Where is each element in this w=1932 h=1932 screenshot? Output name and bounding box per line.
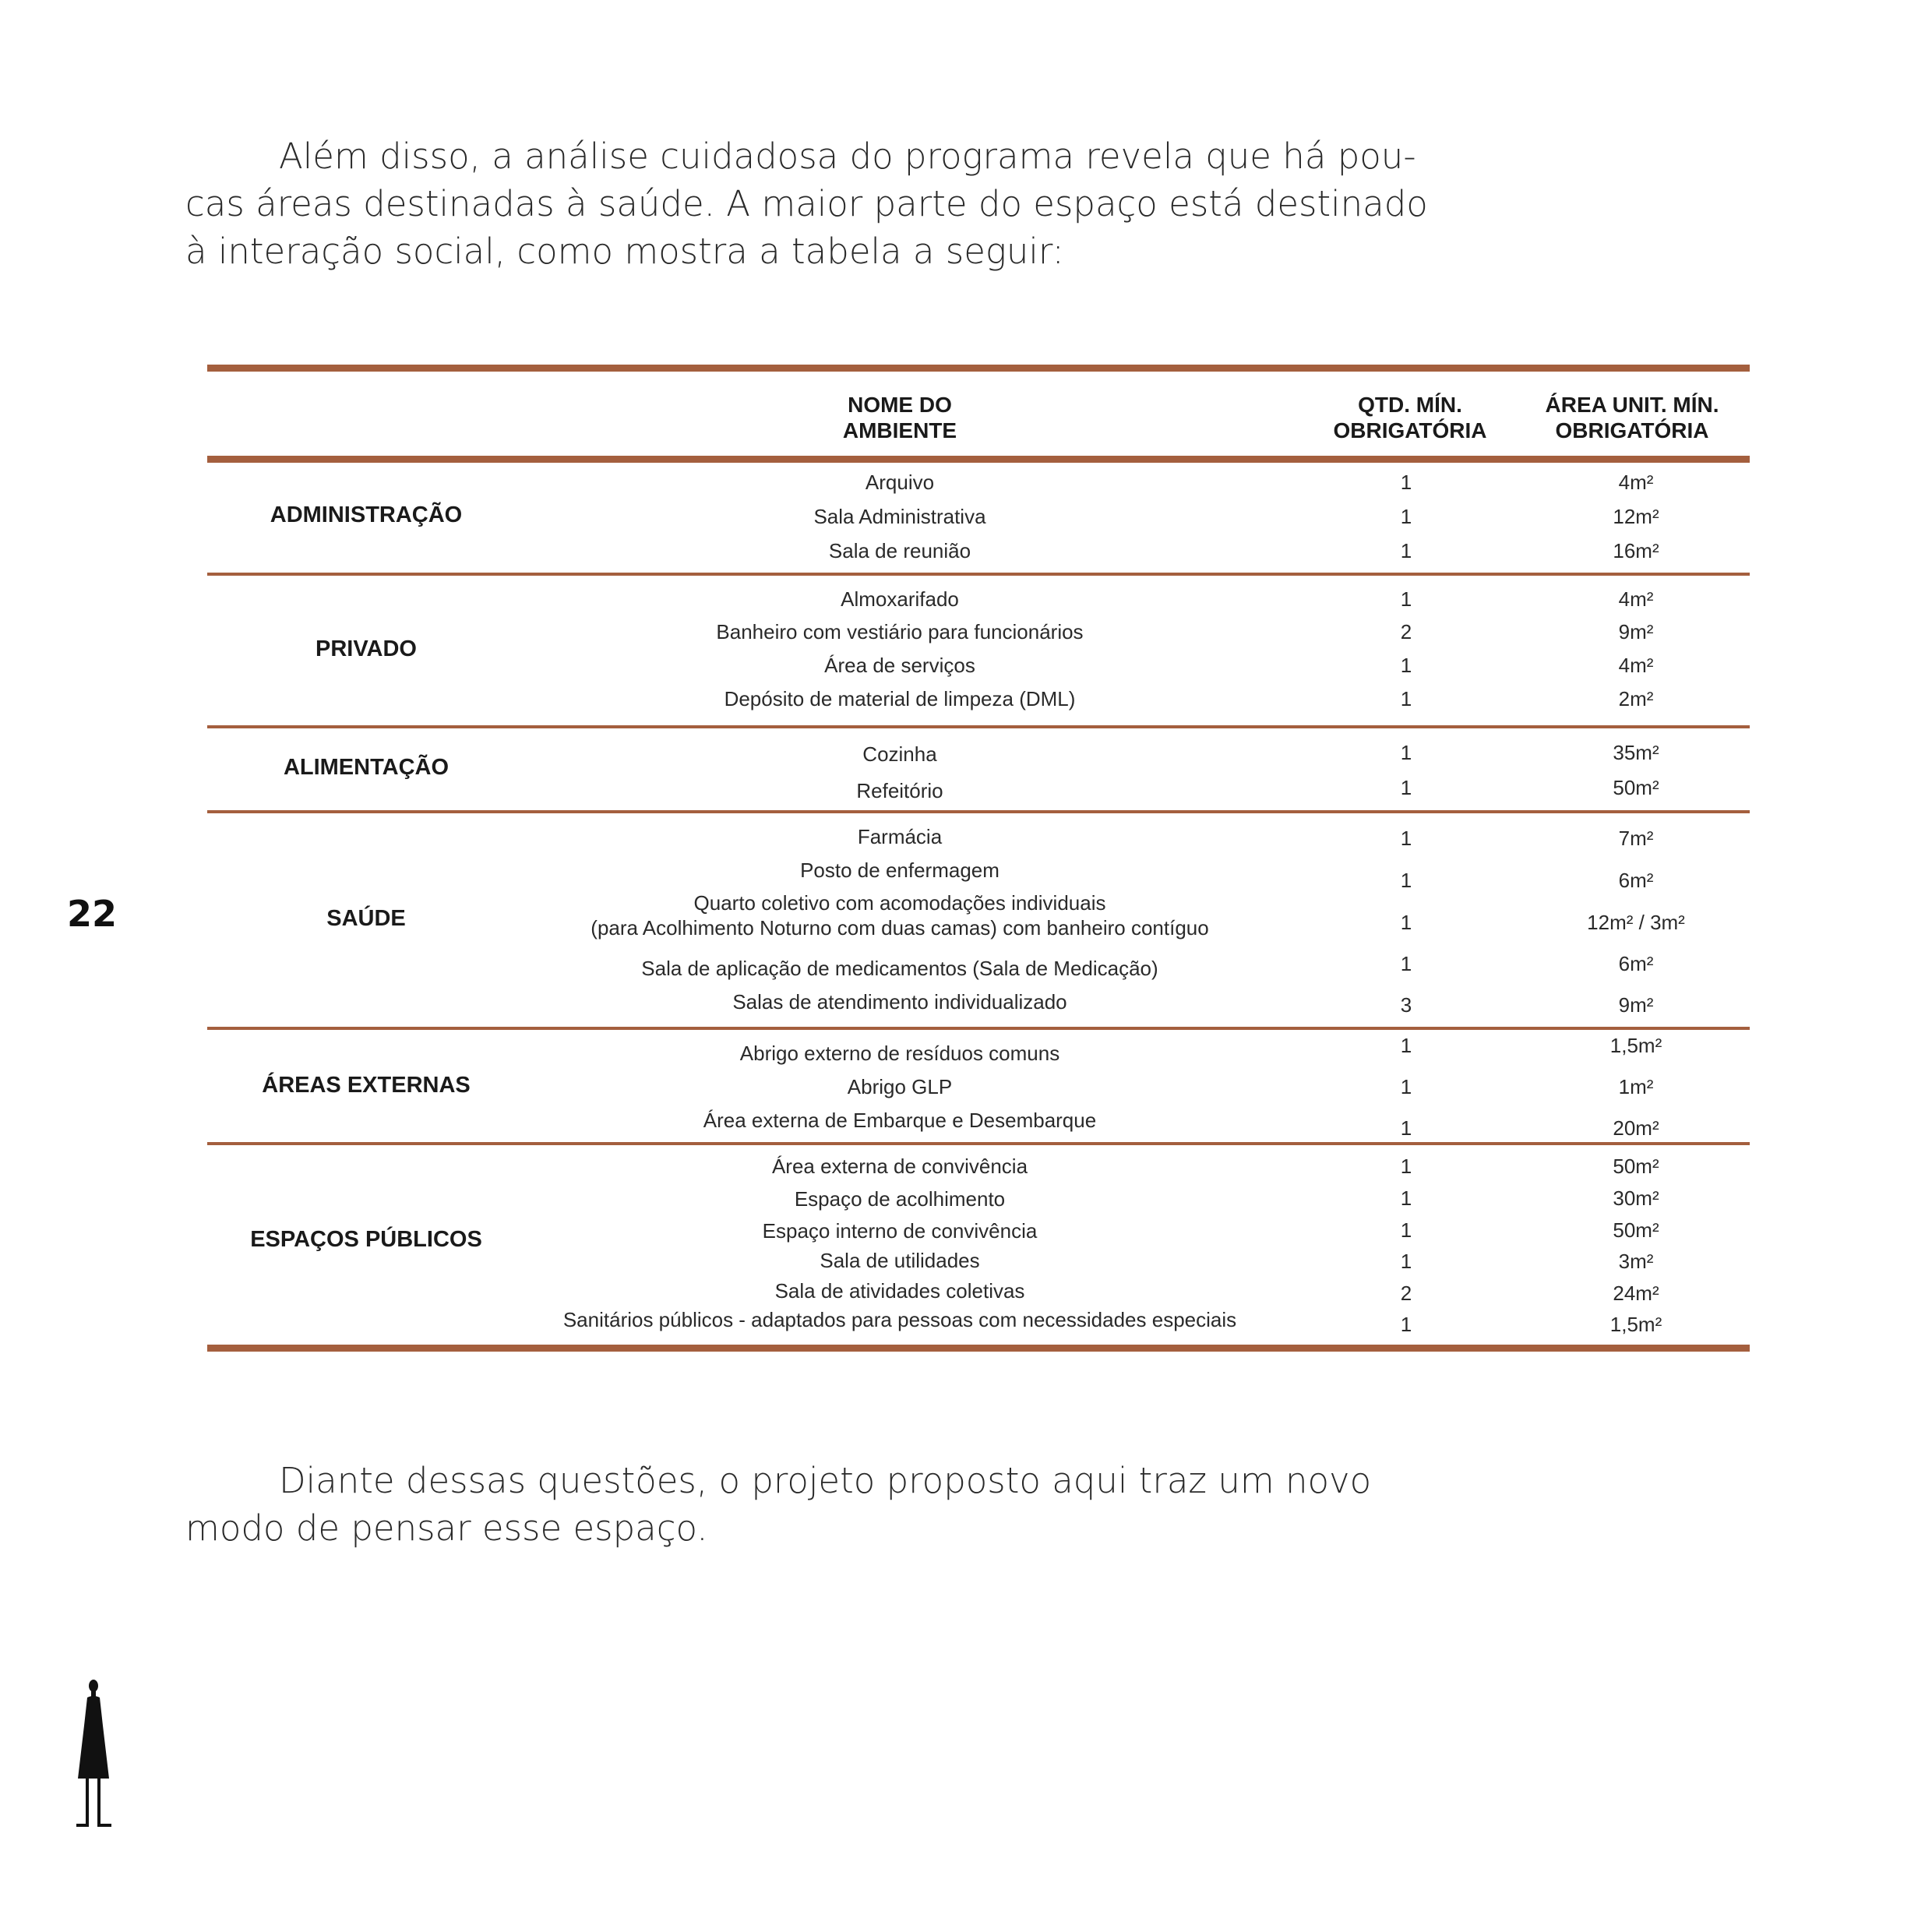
category-label: ÁREAS EXTERNAS	[262, 1073, 471, 1098]
room-name: Cozinha	[862, 742, 937, 766]
room-area: 7m²	[1618, 827, 1654, 850]
group-divider	[207, 810, 1750, 813]
room-qty: 1	[1400, 1155, 1412, 1178]
category-label: ADMINISTRAÇÃO	[270, 502, 463, 527]
room-area: 12m²	[1613, 505, 1659, 528]
room-qty: 1	[1400, 505, 1412, 528]
room-qty: 1	[1400, 687, 1412, 710]
room-qty: 1	[1400, 911, 1412, 934]
header-qty: QTD. MÍN. OBRIGATÓRIA	[1333, 393, 1487, 442]
category-label: ALIMENTAÇÃO	[283, 755, 450, 780]
room-area: 1,5m²	[1609, 1034, 1662, 1057]
room-name: Sanitários públicos - adaptados para pessoas com necessidades especiais	[562, 1308, 1237, 1331]
room-name: Almoxarifado	[841, 587, 959, 611]
group-divider	[207, 573, 1750, 576]
room-area: 3m²	[1618, 1250, 1654, 1273]
intro-line: à interação social, como mostra a tabela a seguir:	[185, 231, 1064, 272]
category-label: PRIVADO	[316, 636, 417, 661]
room-name: Refeitório	[856, 779, 943, 802]
room-name: Posto de enfermagem	[800, 858, 999, 882]
room-qty: 1	[1400, 952, 1412, 975]
room-qty: 2	[1400, 620, 1412, 643]
room-area: 35m²	[1613, 741, 1659, 764]
room-area: 12m² / 3m²	[1587, 911, 1685, 934]
category-label: ESPAÇOS PÚBLICOS	[250, 1227, 482, 1252]
table-header-rule	[207, 456, 1750, 463]
room-name: Sala Administrativa	[813, 505, 986, 528]
room-area: 2m²	[1618, 687, 1654, 710]
room-name: Abrigo GLP	[847, 1075, 953, 1098]
room-name: Área externa de Embarque e Desembarque	[703, 1109, 1097, 1132]
person-silhouette-icon	[70, 1679, 117, 1835]
room-name: Abrigo externo de resíduos comuns	[739, 1042, 1060, 1065]
closing-paragraph	[185, 1457, 1372, 1552]
room-area: 1m²	[1618, 1075, 1654, 1098]
room-name: Depósito de material de limpeza (DML)	[724, 687, 1076, 710]
room-name: Sala de aplicação de medicamentos (Sala de Medicação)	[641, 957, 1158, 980]
room-qty: 1	[1400, 1075, 1412, 1098]
closing-line: Diante dessas questões, o projeto proposto aqui traz um novo	[279, 1460, 1372, 1501]
header-name: NOME DO AMBIENTE	[842, 393, 957, 442]
room-name: Área externa de convivência	[771, 1155, 1028, 1178]
room-area: 50m²	[1613, 776, 1659, 799]
room-area: 16m²	[1613, 539, 1659, 562]
room-area: 50m²	[1613, 1218, 1659, 1242]
room-area: 4m²	[1618, 471, 1654, 494]
room-area: 6m²	[1618, 952, 1654, 975]
room-qty: 1	[1400, 776, 1412, 799]
room-name: Arquivo	[865, 471, 935, 494]
room-name: Banheiro com vestiário para funcionários	[716, 620, 1084, 643]
intro-line: cas áreas destinadas à saúde. A maior parte do espaço está destinado	[185, 183, 1428, 224]
page-number: 22	[67, 893, 118, 935]
room-area: 30m²	[1613, 1186, 1659, 1210]
table-bottom-rule	[207, 1345, 1750, 1352]
room-area: 1,5m²	[1609, 1313, 1662, 1336]
room-area: 9m²	[1618, 993, 1654, 1017]
room-qty: 1	[1400, 1250, 1412, 1273]
room-area: 4m²	[1618, 654, 1654, 677]
room-area: 24m²	[1613, 1282, 1659, 1305]
room-qty: 3	[1400, 993, 1412, 1017]
table-top-rule	[207, 365, 1750, 372]
room-qty: 1	[1400, 1034, 1412, 1057]
group-divider	[207, 1027, 1750, 1030]
room-qty: 1	[1400, 827, 1412, 850]
room-qty: 1	[1400, 654, 1412, 677]
room-area: 20m²	[1613, 1116, 1659, 1140]
closing-line: modo de pensar esse espaço.	[185, 1507, 708, 1549]
room-area: 4m²	[1618, 587, 1654, 611]
room-qty: 1	[1400, 869, 1412, 892]
room-area: 6m²	[1618, 869, 1654, 892]
room-qty: 1	[1400, 1218, 1412, 1242]
intro-paragraph	[185, 132, 1428, 275]
group-divider	[207, 725, 1750, 728]
room-name: Sala de atividades coletivas	[774, 1279, 1025, 1303]
room-name: Sala de utilidades	[820, 1249, 980, 1272]
room-name: Quarto coletivo com acomodações individuais (para Acolhimento Noturno com duas camas) com banheiro contíguo	[591, 891, 1209, 940]
room-name: Sala de reunião	[828, 539, 971, 562]
room-name: Espaço interno de convivência	[762, 1219, 1038, 1243]
group-divider	[207, 1142, 1750, 1145]
intro-line: Além disso, a análise cuidadosa do programa revela que há pou-	[279, 136, 1416, 177]
room-name: Salas de atendimento individualizado	[732, 990, 1067, 1014]
room-qty: 1	[1400, 587, 1412, 611]
category-label: SAÚDE	[326, 906, 406, 931]
room-qty: 1	[1400, 1313, 1412, 1336]
room-qty: 1	[1400, 1116, 1412, 1140]
room-qty: 1	[1400, 741, 1412, 764]
room-qty: 1	[1400, 471, 1412, 494]
room-area: 9m²	[1618, 620, 1654, 643]
room-name: Área de serviços	[824, 654, 975, 677]
room-area: 50m²	[1613, 1155, 1659, 1178]
room-qty: 1	[1400, 539, 1412, 562]
room-name: Farmácia	[857, 825, 943, 848]
room-qty: 2	[1400, 1282, 1412, 1305]
header-area: ÁREA UNIT. MÍN. OBRIGATÓRIA	[1545, 393, 1719, 442]
room-qty: 1	[1400, 1186, 1412, 1210]
room-name: Espaço de acolhimento	[794, 1187, 1006, 1211]
